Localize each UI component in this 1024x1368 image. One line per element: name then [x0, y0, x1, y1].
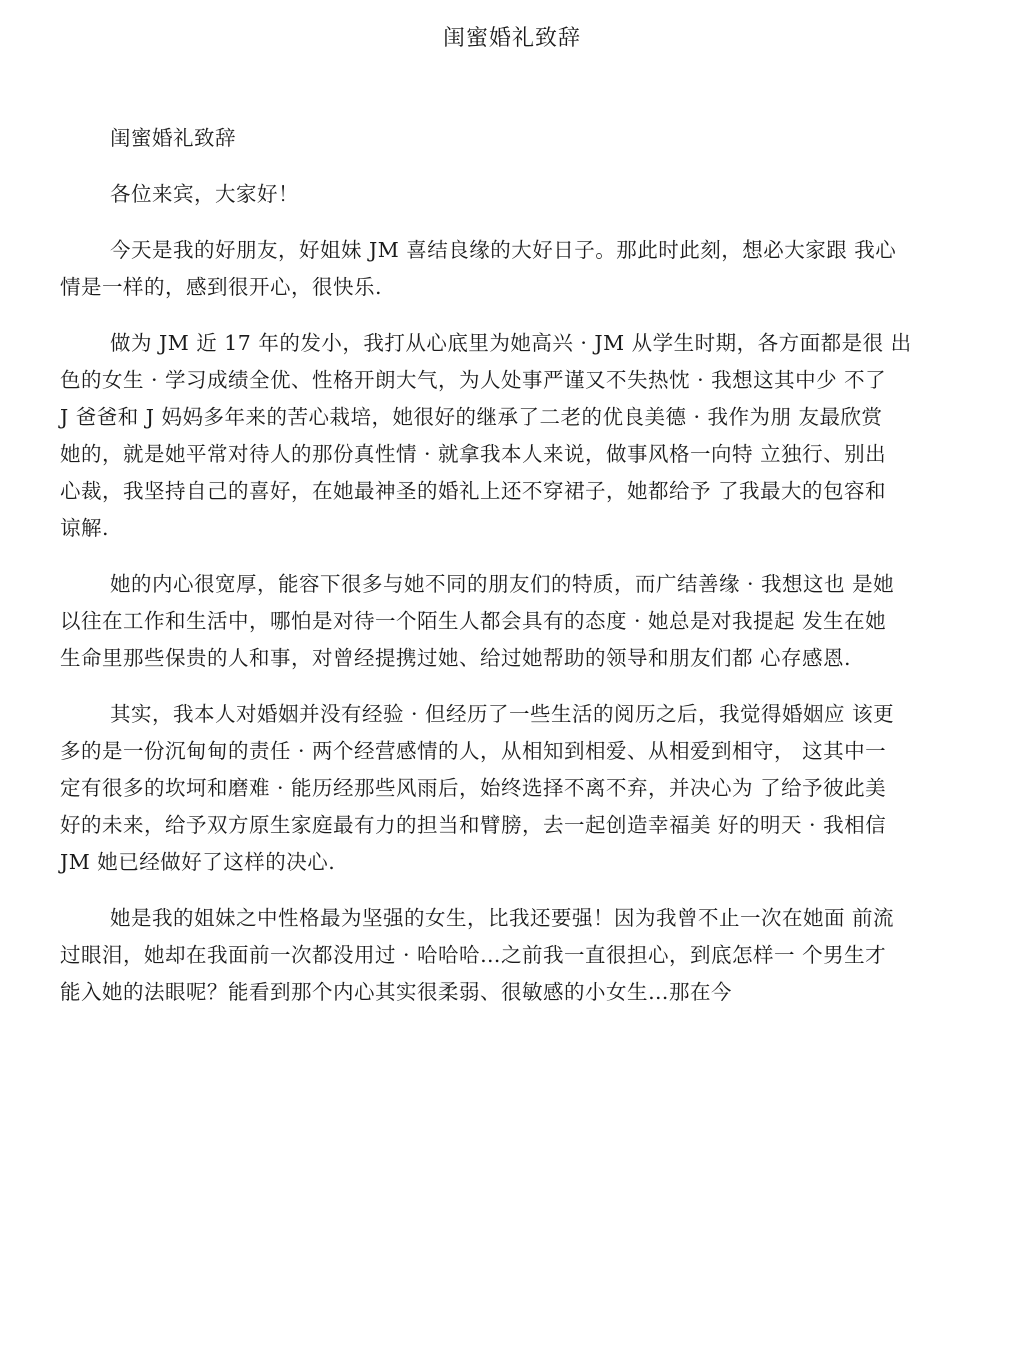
paragraph-line: 能入她的法眼呢？能看到那个内心其实很柔弱、很敏感的小女生…那在今 — [60, 980, 732, 1004]
paragraph-line: 过眼泪，她却在我面前一次都没用过 · 哈哈哈…之前我一直很担心，到底怎样一 个男生才 — [60, 943, 887, 967]
paragraph-line: 其实，我本人对婚姻并没有经验 · 但经历了一些生活的阅历之后，我觉得婚姻应 该更 — [110, 702, 895, 726]
paragraph-line: 做为 JM 近 17 年的发小，我打从心底里为她高兴 · JM 从学生时期，各方面都是很 出 — [110, 331, 912, 355]
paragraph-line: 今天是我的好朋友，好姐妹 JM 喜结良缘的大好日子。那此时此刻，想必大家跟 我心 — [110, 238, 897, 262]
paragraph — [60, 234, 956, 308]
paragraph-line: 她的内心很宽厚，能容下很多与她不同的朋友们的特质，而广结善缘 · 我想这也 是她 — [110, 572, 895, 596]
paragraph-line: 谅解. — [60, 516, 110, 540]
paragraph-line: JM 她已经做好了这样的决心. — [60, 850, 336, 874]
paragraph-line: 好的未来，给予双方原生家庭最有力的担当和臂膀，去一起创造幸福美 好的明天 · 我相信 — [60, 813, 887, 837]
greeting: 各位来宾，大家好！ — [110, 182, 299, 206]
paragraph-line: 以往在工作和生活中，哪怕是对待一个陌生人都会具有的态度 · 她总是对我提起 发生在她 — [60, 609, 887, 633]
paragraph-line: 生命里那些保贵的人和事，对曾经提携过她、给过她帮助的领导和朋友们都 心存感恩. — [60, 646, 852, 670]
paragraph-line: 多的是一份沉甸甸的责任 · 两个经营感情的人，从相知到相爱、从相爱到相守， 这其中一 — [60, 739, 887, 763]
paragraph-line: 定有很多的坎坷和磨难 · 能历经那些风雨后，始终选择不离不弃，并决心为 了给予彼此美 — [60, 776, 887, 800]
paragraph-line: 情是一样的，感到很开心，很快乐. — [60, 275, 383, 299]
page-title: 闺蜜婚礼致辞 — [442, 26, 581, 51]
paragraph-line: J 爸爸和 J 妈妈多年来的苦心栽培，她很好的继承了二老的优良美德 · 我作为朋 友最欣赏 — [60, 405, 883, 429]
paragraph-line: 她的，就是她平常对待人的那份真性情 · 就拿我本人来说，做事风格一向特 立独行、别出 — [60, 442, 887, 466]
paragraph — [60, 327, 956, 549]
paragraph — [60, 568, 956, 679]
document-body — [60, 122, 956, 1013]
section-heading: 闺蜜婚礼致辞 — [110, 126, 236, 150]
paragraph-line: 心裁，我坚持自己的喜好，在她最神圣的婚礼上还不穿裙子，她都给予 了我最大的包容和 — [60, 479, 887, 503]
paragraph-line: 色的女生 · 学习成绩全优、性格开朗大气，为人处事严谨又不失热忱 · 我想这其中少 不了 — [60, 368, 887, 392]
paragraph-line: 她是我的姐妹之中性格最为坚强的女生，比我还要强！因为我曾不止一次在她面 前流 — [110, 906, 895, 930]
paragraph — [60, 902, 956, 1013]
paragraph — [60, 698, 956, 883]
